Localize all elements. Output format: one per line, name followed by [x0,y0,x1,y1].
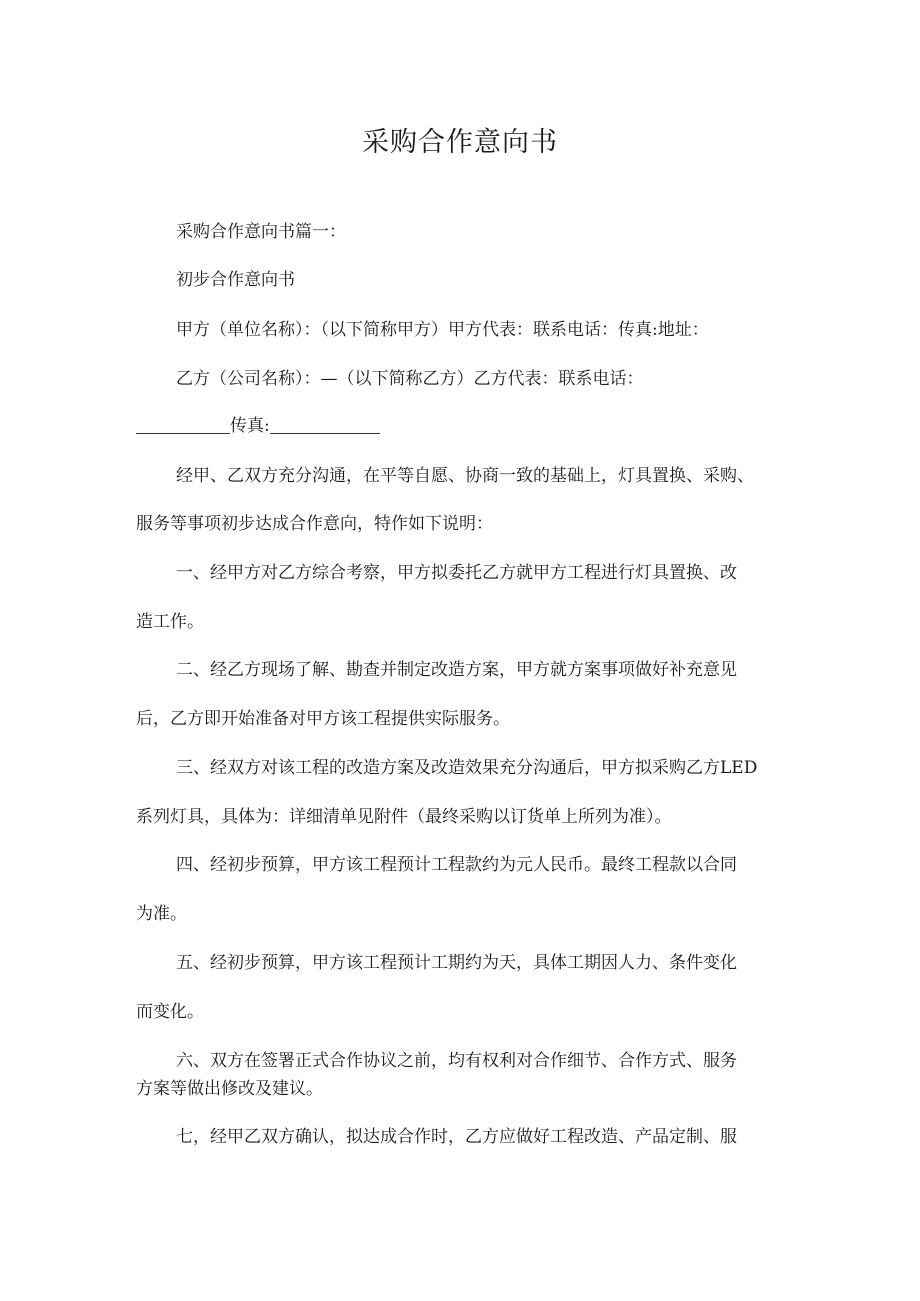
clause-5-line: 五、经初步预算，甲方该工程预计工期约为天，具体工期因人力、条件变化 [176,953,737,973]
party-b-line: 乙方（公司名称）：—（以下简称乙方）乙方代表：联系电话： [176,369,644,389]
blank-field [270,417,380,434]
party-a-line: 甲方（单位名称）：（以下简称甲方）甲方代表：联系电话：传真:地址： [176,320,709,340]
clause-5-line: 而变化。 [136,1002,204,1022]
paragraph-line: 服务等事项初步达成合作意向，特作如下说明： [136,514,493,534]
clause-7-line: 七，经甲乙双方确认，拟达成合作时，乙方应做好工程改造、产品定制、服 [176,1127,737,1147]
section-heading: 采购合作意向书篇一： [176,222,346,242]
clause-1-line: 造工作。 [136,612,204,632]
document-title: 采购合作意向书 [362,127,558,158]
clause-2-line: 二、经乙方现场了解、勘查并制定改造方案，甲方就方案事项做好补充意见 [176,660,737,680]
clause-6-line: 方案等做出修改及建议。 [136,1079,323,1099]
clause-1-line: 一、经甲方对乙方综合考察，甲方拟委托乙方就甲方工程进行灯具置换、改 [176,563,737,583]
fax-line [136,414,792,438]
subtitle: 初步合作意向书 [176,270,295,290]
clause-6-line: 六、双方在签署正式合作协议之前，均有权利对合作细节、合作方式、服务 [176,1051,737,1071]
clause-4-line: 为准。 [136,904,187,924]
blank-field [136,417,230,434]
clause-3-line: 系列灯具，具体为：详细清单见附件（最终采购以订货单上所列为准）。 [136,807,672,827]
clause-2-line: 后，乙方即开始准备对甲方该工程提供实际服务。 [136,709,510,729]
paragraph-line: 经甲、乙双方充分沟通，在平等自愿、协商一致的基础上，灯具置换、采购、 [176,466,754,486]
clause-3-line: 三、经双方对该工程的改造方案及改造效果充分沟通后，甲方拟采购乙方LED [176,758,758,778]
fax-label: 传真: [230,416,270,436]
clause-4-line: 四、经初步预算，甲方该工程预计工程款约为元人民币。最终工程款以合同 [176,855,737,875]
